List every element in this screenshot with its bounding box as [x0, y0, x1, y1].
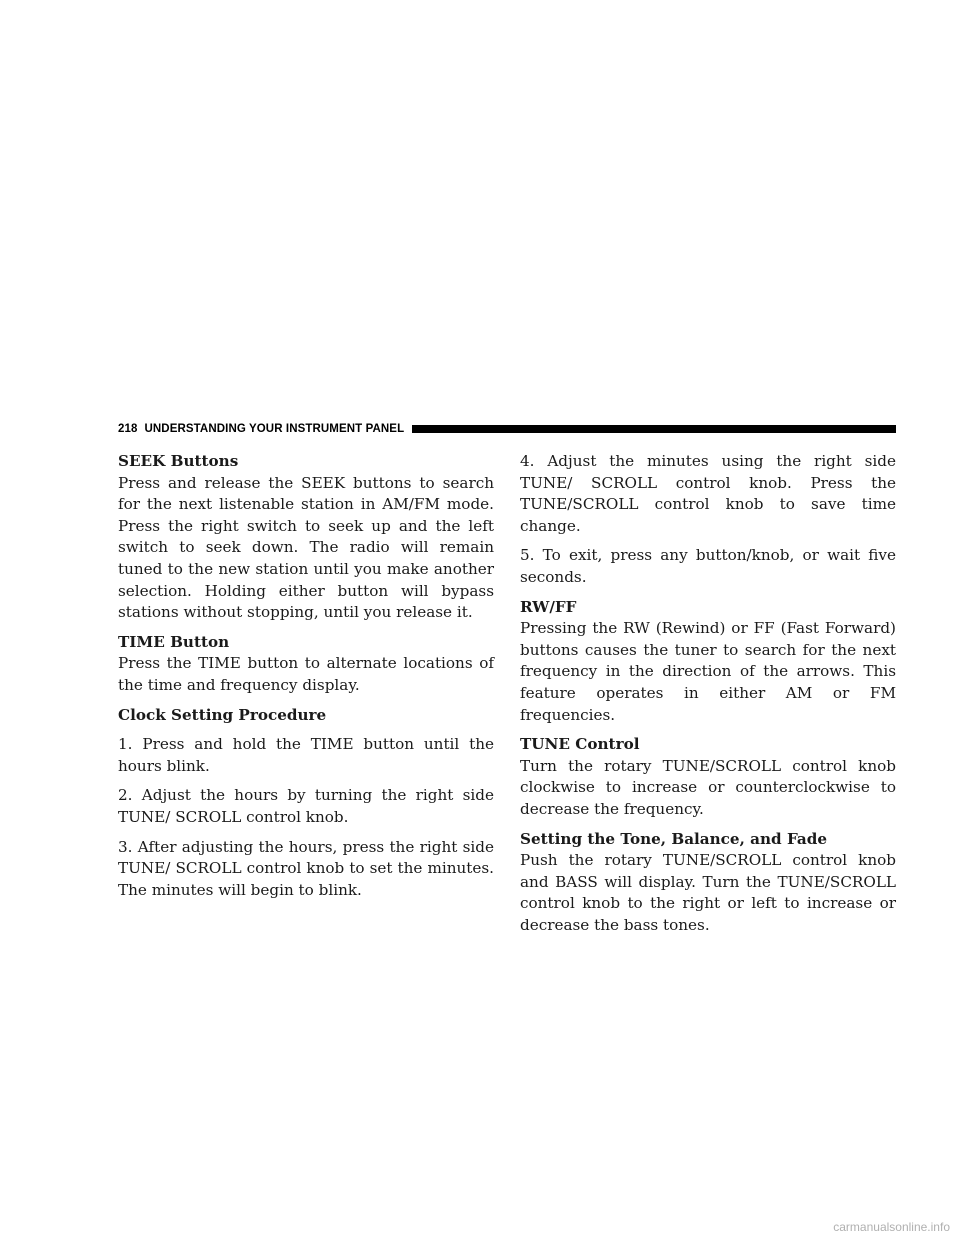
seek-heading: SEEK Buttons	[118, 452, 239, 470]
seek-section	[118, 451, 494, 624]
left-column	[118, 451, 494, 909]
rwff-heading: RW/FF	[520, 597, 577, 616]
page-header	[118, 421, 896, 437]
tune-heading: TUNE Control	[520, 735, 640, 754]
watermark: carmanualsonline.info	[833, 1220, 950, 1234]
clock-heading: Clock Setting Procedure	[118, 705, 327, 724]
page-number: 218	[118, 423, 138, 435]
clock-step-4: 4. Adjust the minutes using the right side TUNE/ SCROLL control knob. Press the TUNE/SCROLL control knob to save time change.	[520, 452, 896, 535]
tune-text: Turn the rotary TUNE/SCROLL control knob clockwise to increase or counterclockwise to decrease the frequency.	[520, 756, 896, 818]
time-heading: TIME Button	[118, 632, 230, 651]
tone-text: Push the rotary TUNE/SCROLL control knob and BASS will display. Turn the TUNE/SCROLL control knob to the right or left to increase or decrease the bass tones.	[520, 851, 896, 934]
clock-step-5: 5. To exit, press any button/knob, or wait five seconds.	[520, 546, 896, 586]
clock-step-3: 3. After adjusting the hours, press the right side TUNE/ SCROLL control knob to set the minutes. The minutes will begin to blink.	[118, 837, 494, 899]
rwff-text: Pressing the RW (Rewind) or FF (Fast Forward) buttons causes the tuner to search for the next frequency in the direction of the arrows. This feature operates in either AM or FM frequencies.	[520, 619, 896, 724]
header-rule	[412, 425, 896, 433]
time-text: Press the TIME button to alternate locations of the time and frequency display.	[118, 654, 494, 694]
time-section	[118, 632, 494, 697]
clock-step-2: 2. Adjust the hours by turning the right side TUNE/ SCROLL control knob.	[118, 786, 494, 826]
tune-section	[520, 734, 896, 820]
clock-step-1: 1. Press and hold the TIME button until the hours blink.	[118, 735, 494, 775]
section-title: UNDERSTANDING YOUR INSTRUMENT PANEL	[144, 423, 405, 435]
right-column	[520, 451, 896, 944]
tone-section	[520, 829, 896, 937]
rwff-section	[520, 597, 896, 727]
seek-text: Press and release the SEEK buttons to search for the next listenable station in AM/FM mode. Press the right switch to seek up and the left switch to seek down. The radio will remain tuned to the new station until you make another selection. Holding either button will bypass stations without stopping, until you release it.	[118, 473, 494, 622]
clock-section	[118, 705, 494, 902]
tone-heading: Setting the Tone, Balance, and Fade	[520, 829, 828, 848]
